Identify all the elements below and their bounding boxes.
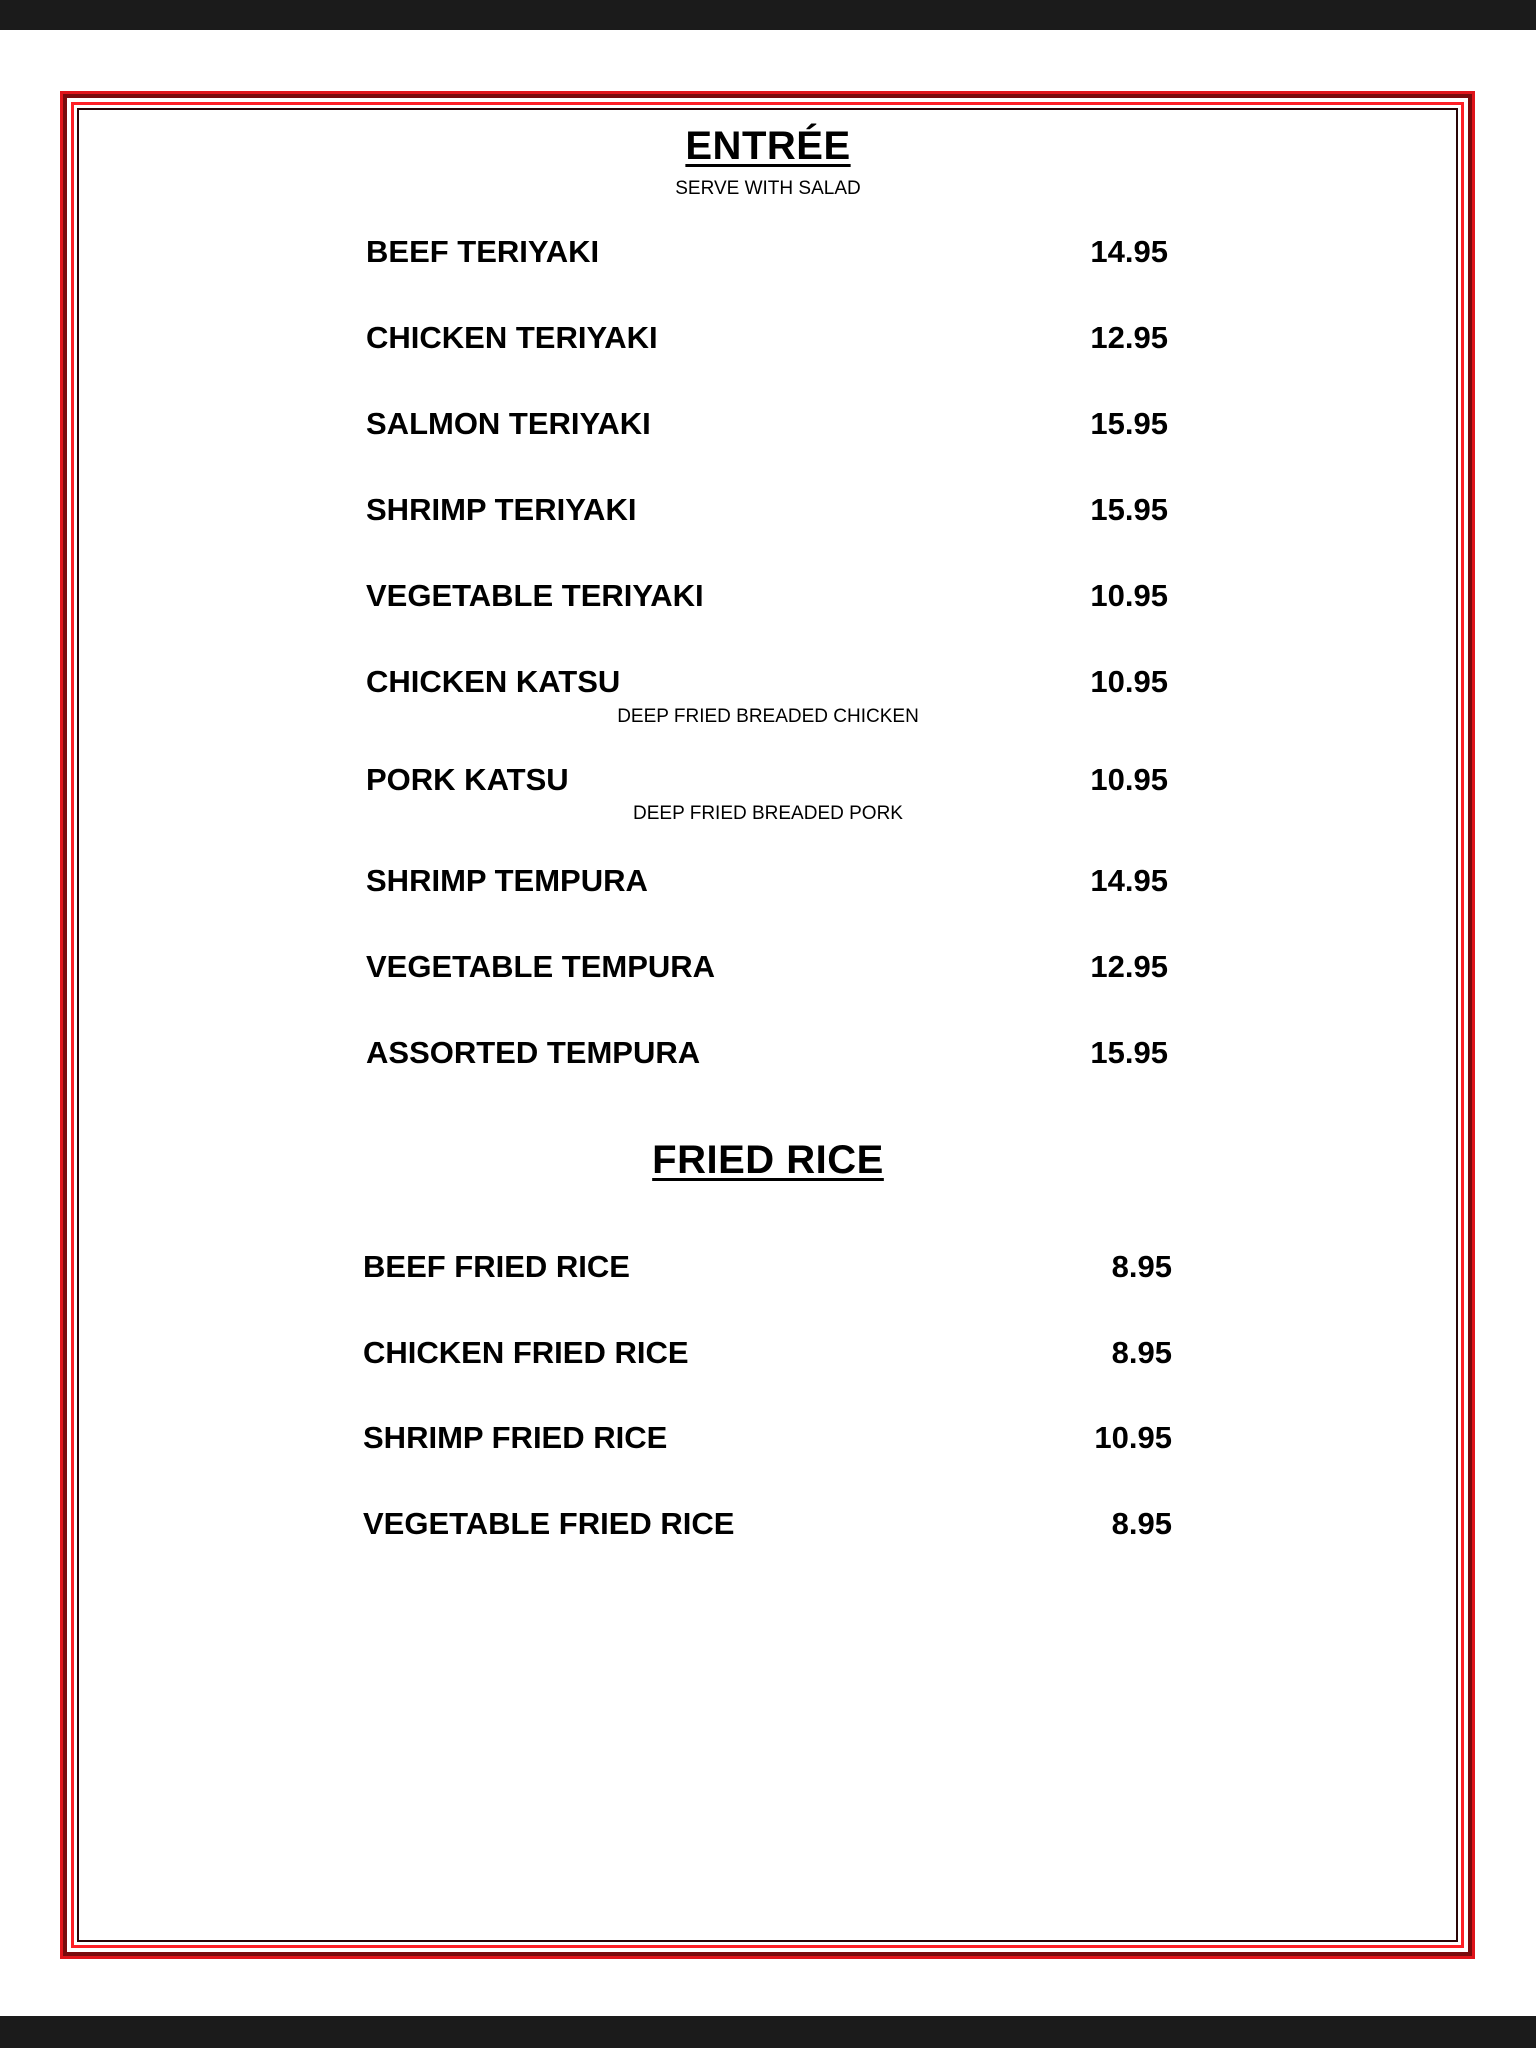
item-name: SALMON TERIYAKI	[366, 406, 651, 441]
item-name: SHRIMP TEMPURA	[366, 863, 648, 898]
item-name: BEEF FRIED RICE	[363, 1249, 630, 1284]
menu-item	[0, 320, 1536, 360]
item-name: BEEF TERIYAKI	[366, 234, 600, 269]
item-price: 10.95	[1094, 1420, 1172, 1455]
entree-subtitle: SERVE WITH SALAD	[675, 178, 861, 199]
menu-item	[0, 863, 1536, 903]
item-price: 10.95	[1090, 664, 1168, 699]
item-name: VEGETABLE TEMPURA	[366, 949, 716, 984]
item-price: 8.95	[1111, 1249, 1172, 1284]
item-name: SHRIMP TERIYAKI	[366, 492, 637, 527]
menu-item	[0, 234, 1536, 274]
item-price: 12.95	[1090, 320, 1168, 355]
item-name: CHICKEN FRIED RICE	[363, 1335, 689, 1370]
menu-item	[0, 1506, 1536, 1546]
fried-rice-title: FRIED RICE	[652, 1138, 884, 1182]
item-description: DEEP FRIED BREADED CHICKEN	[617, 706, 919, 727]
menu-item	[0, 762, 1536, 802]
menu-item	[0, 1249, 1536, 1289]
menu-item	[0, 1335, 1536, 1375]
menu-item	[0, 406, 1536, 446]
item-price: 15.95	[1090, 492, 1168, 527]
item-description: DEEP FRIED BREADED PORK	[633, 803, 903, 824]
item-name: CHICKEN TERIYAKI	[366, 320, 658, 355]
item-price: 15.95	[1090, 1035, 1168, 1070]
item-price: 10.95	[1090, 762, 1168, 797]
item-name: VEGETABLE TERIYAKI	[366, 578, 704, 613]
item-name: VEGETABLE FRIED RICE	[363, 1506, 735, 1541]
menu-item	[0, 664, 1536, 704]
item-name: SHRIMP FRIED RICE	[363, 1420, 668, 1455]
item-price: 12.95	[1090, 949, 1168, 984]
red-border-frame	[60, 91, 1475, 1959]
item-price: 15.95	[1090, 406, 1168, 441]
item-name: PORK KATSU	[366, 762, 569, 797]
item-price: 10.95	[1090, 578, 1168, 613]
item-name: ASSORTED TEMPURA	[366, 1035, 701, 1070]
menu-item	[0, 1420, 1536, 1460]
item-price: 8.95	[1111, 1506, 1172, 1541]
menu-item	[0, 1035, 1536, 1075]
menu-item	[0, 492, 1536, 532]
item-name: CHICKEN KATSU	[366, 664, 621, 699]
item-price: 8.95	[1111, 1335, 1172, 1370]
menu-item	[0, 578, 1536, 618]
item-price: 14.95	[1090, 863, 1168, 898]
menu-item	[0, 949, 1536, 989]
entree-title: ENTRÉE	[685, 124, 851, 168]
item-price: 14.95	[1090, 234, 1168, 269]
